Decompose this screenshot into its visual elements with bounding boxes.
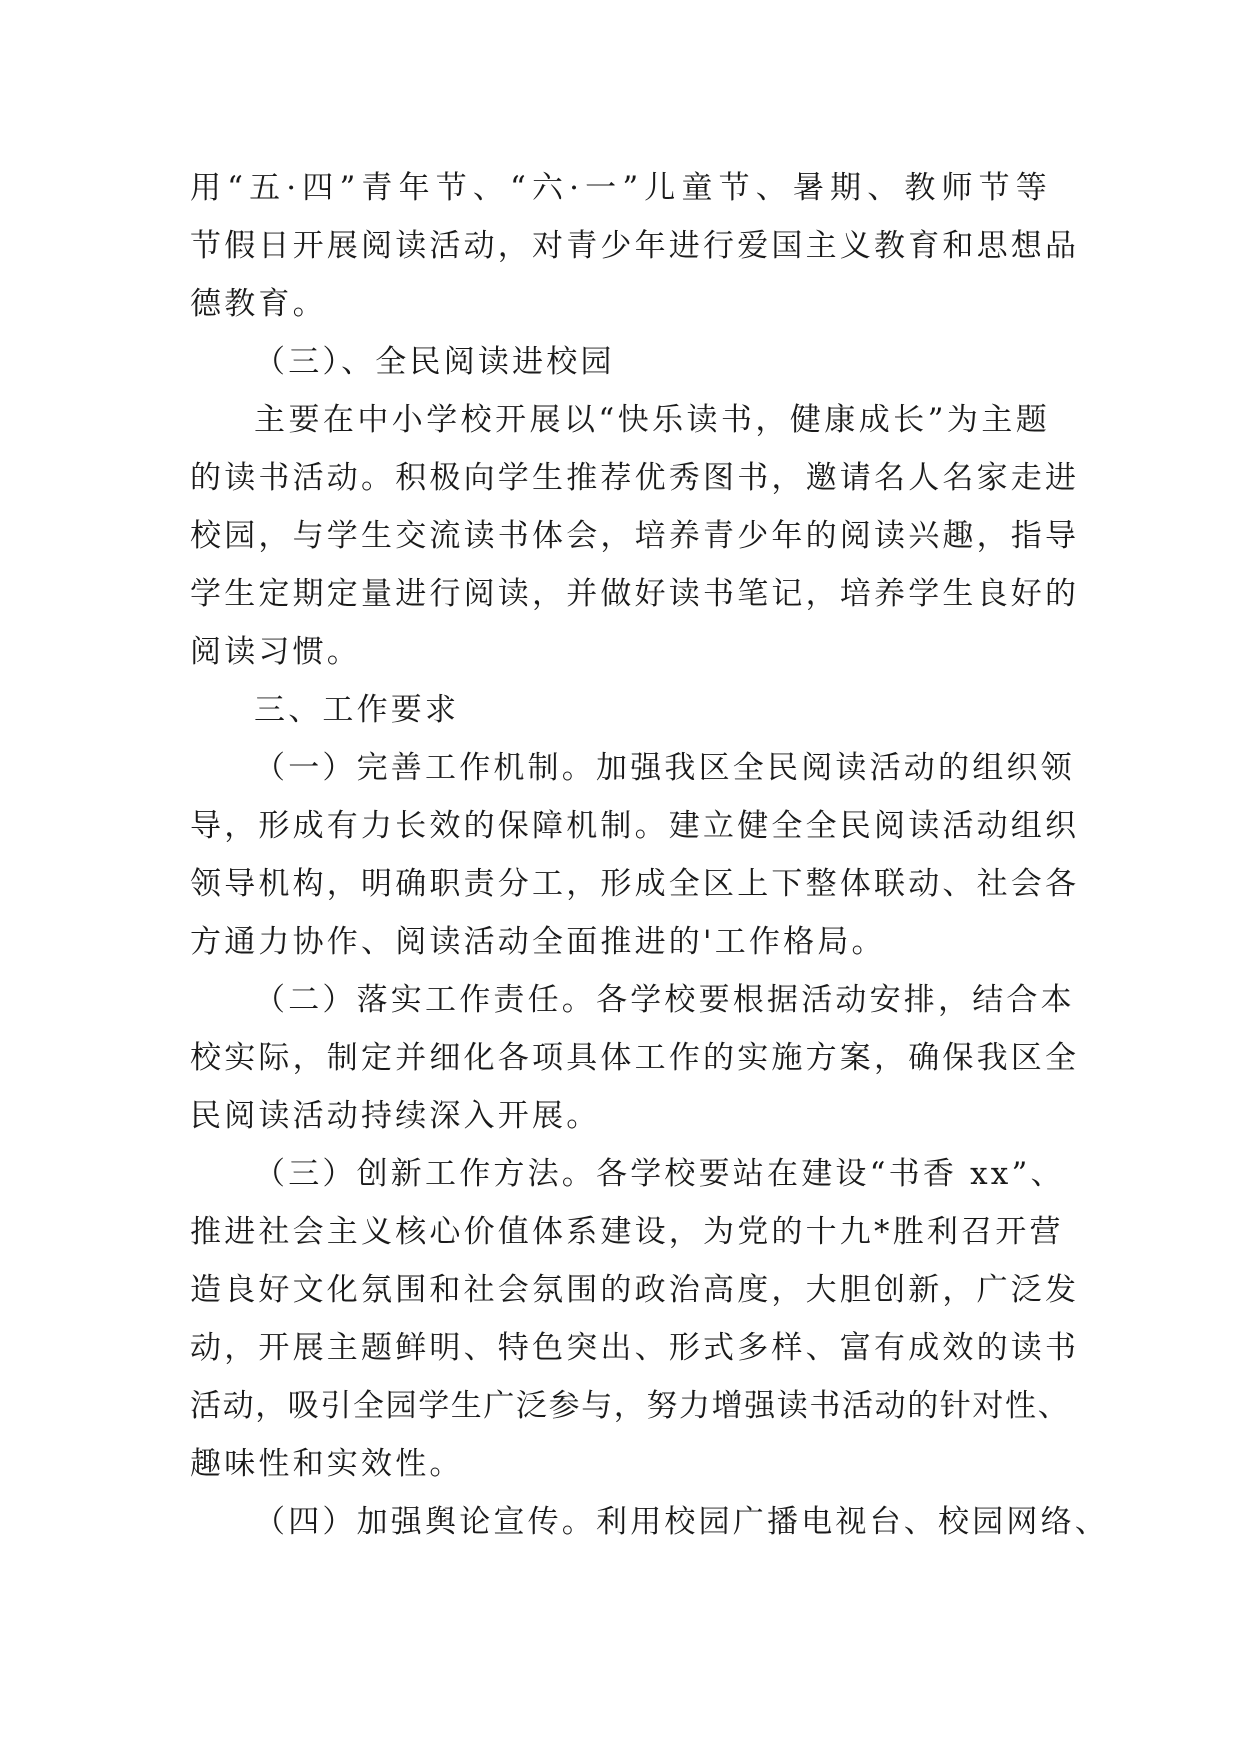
text-line: （四）加强舆论宣传。利用校园广播电视台、校园网络、 [254,1504,1109,1540]
text-line: 的读书活动。积极向学生推荐优秀图书，邀请名人名家走进 [190,460,1080,496]
text-line: （二）落实工作责任。各学校要根据活动安排，结合本 [254,982,1075,1018]
text-line: 趣味性和实效性。 [190,1446,464,1482]
text-line: 阅读习惯。 [190,634,361,670]
section-heading: （三）、全民阅读进校园 [254,344,615,380]
text-line: 领导机构，明确职责分工，形成全区上下整体联动、社会各 [190,866,1080,902]
text-line: 民阅读活动持续深入开展。 [190,1098,601,1134]
text-line: 导，形成有力长效的保障机制。建立健全全民阅读活动组织 [190,808,1080,844]
text-line: 校园，与学生交流读书体会，培养青少年的阅读兴趣，指导 [190,518,1080,554]
text-line: （三）创新工作方法。各学校要站在建设“书香 xx”、 [254,1156,1065,1192]
text-line: 活动，吸引全园学生广泛参与，努力增强读书活动的针对性、 [190,1388,1071,1424]
text-line: 用“五·四”青年节、“六·一”儿童节、暑期、教师节等 [190,170,1050,206]
text-line: （一）完善工作机制。加强我区全民阅读活动的组织领 [254,750,1075,786]
text-line: 节假日开展阅读活动，对青少年进行爱国主义教育和思想品 [190,228,1080,264]
text-line: 德教育。 [190,286,327,322]
text-line: 方通力协作、阅读活动全面推进的'工作格局。 [190,924,886,960]
text-line: 动，开展主题鲜明、特色突出、形式多样、富有成效的读书 [190,1330,1080,1366]
section-heading: 三、工作要求 [254,692,460,728]
text-line: 学生定期定量进行阅读，并做好读书笔记，培养学生良好的 [190,576,1080,612]
text-line: 造良好文化氛围和社会氛围的政治高度，大胆创新，广泛发 [190,1272,1080,1308]
text-line: 推进社会主义核心价值体系建设，为党的十九*胜利召开营 [190,1214,1064,1250]
text-line: 主要在中小学校开展以“快乐读书，健康成长”为主题 [254,402,1050,438]
text-line: 校实际，制定并细化各项具体工作的实施方案，确保我区全 [190,1040,1080,1076]
